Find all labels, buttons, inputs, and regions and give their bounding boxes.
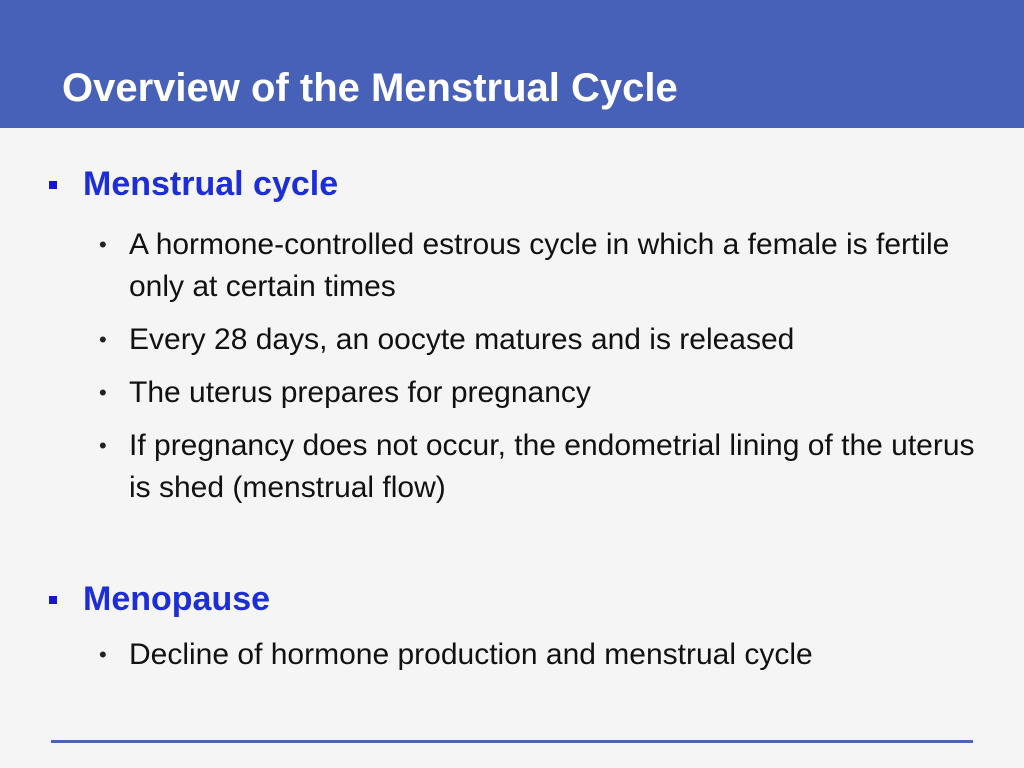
dot-bullet-icon: • bbox=[99, 232, 107, 257]
list-item bbox=[96, 425, 979, 509]
list-item-text: If pregnancy does not occur, the endometrial lining of the uterus is shed (menstrual flow) bbox=[129, 429, 975, 504]
square-bullet-icon bbox=[49, 596, 57, 604]
list-item bbox=[96, 634, 979, 676]
list-item bbox=[96, 372, 979, 414]
list-item bbox=[96, 319, 979, 361]
square-bullet-icon bbox=[49, 181, 57, 189]
list-item-text: Decline of hormone production and menstrual cycle bbox=[129, 638, 813, 671]
section-heading-row bbox=[46, 578, 996, 624]
slide-title: Overview of the Menstrual Cycle bbox=[62, 66, 678, 110]
section-menopause bbox=[46, 578, 996, 687]
dot-bullet-icon: • bbox=[99, 642, 107, 667]
bottom-divider bbox=[51, 740, 973, 743]
section-heading-row bbox=[46, 163, 996, 209]
list-item bbox=[96, 224, 979, 308]
dot-bullet-icon: • bbox=[99, 380, 107, 405]
list-item-text: A hormone-controlled estrous cycle in which a female is fertile only at certain times bbox=[129, 228, 950, 303]
list-item-text: Every 28 days, an oocyte matures and is released bbox=[129, 323, 795, 356]
section-heading: Menopause bbox=[83, 580, 271, 618]
dot-bullet-icon: • bbox=[99, 433, 107, 458]
section-menstrual-cycle bbox=[46, 163, 996, 520]
section-heading: Menstrual cycle bbox=[83, 165, 339, 203]
dot-bullet-icon: • bbox=[99, 327, 107, 352]
list-item-text: The uterus prepares for pregnancy bbox=[129, 376, 591, 409]
